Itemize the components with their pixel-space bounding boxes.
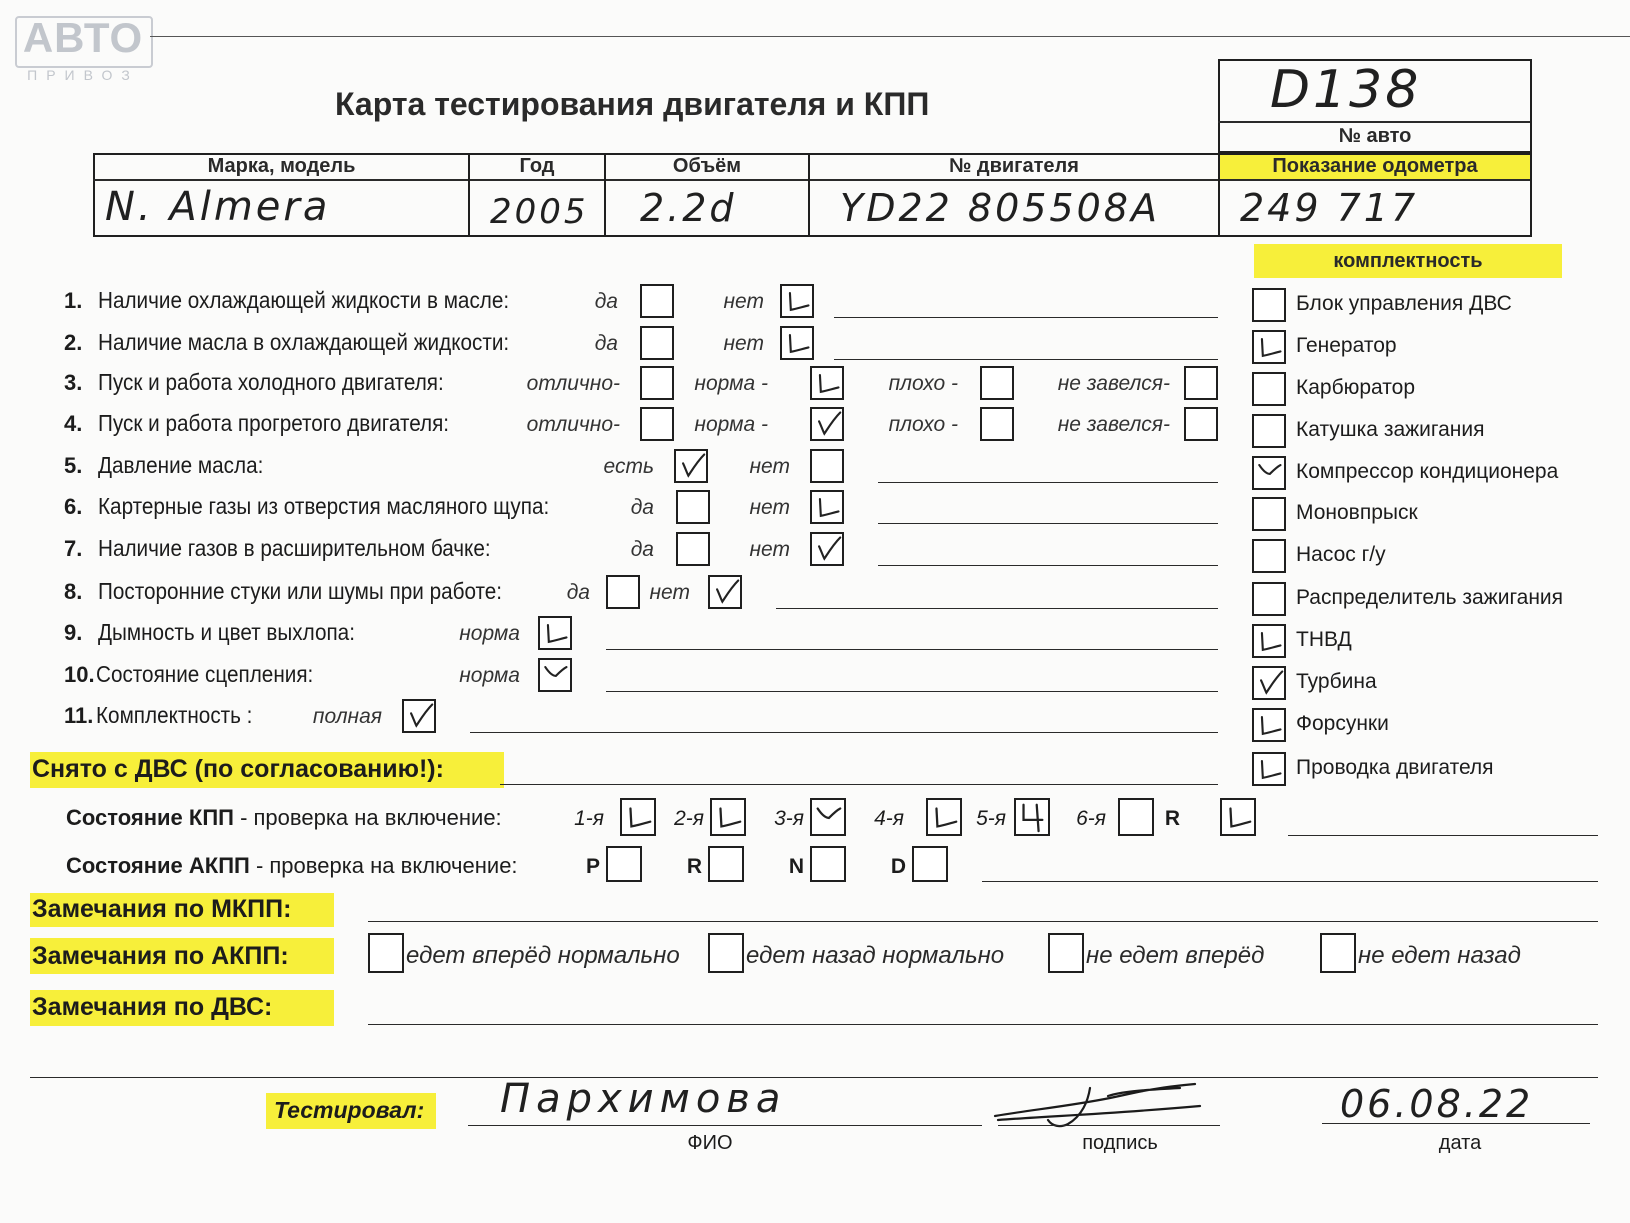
name-caption: ФИО	[687, 1132, 733, 1154]
answer-line[interactable]	[834, 317, 1218, 318]
akpp-mode-checkbox[interactable]	[708, 846, 744, 882]
answer-line[interactable]	[776, 608, 1218, 609]
gear-checkbox[interactable]	[710, 798, 746, 836]
option-label: нет	[749, 496, 790, 519]
question-checkbox[interactable]	[538, 658, 572, 692]
question-number: 9.	[64, 620, 83, 645]
mkpp-notes-line[interactable]	[368, 921, 1598, 922]
completeness-checkbox[interactable]	[1252, 456, 1286, 490]
answer-line[interactable]	[606, 649, 1218, 650]
completeness-item: Карбюратор	[1296, 376, 1416, 399]
gear-label: 1-я	[574, 807, 604, 830]
form-title: Карта тестирования двигателя и КПП	[335, 86, 930, 122]
car-number-divider	[1218, 121, 1530, 123]
logo-subtext: ПРИВОЗ	[27, 67, 139, 83]
completeness-item: Насос г/у	[1296, 543, 1386, 566]
question-number: 6.	[64, 494, 83, 519]
akpp-notes-label: Замечания по АКПП:	[32, 942, 289, 970]
completeness-item: Турбина	[1296, 670, 1377, 693]
answer-line[interactable]	[878, 482, 1218, 483]
completeness-item: Компрессор кондиционера	[1296, 460, 1559, 483]
drive-checkbox[interactable]	[1320, 933, 1356, 973]
kpp-label: Состояние КПП - проверка на включение:	[66, 805, 502, 830]
completeness-checkbox[interactable]	[1252, 708, 1286, 742]
answer-line[interactable]	[878, 565, 1218, 566]
gear-label: 5-я	[976, 807, 1006, 830]
odometer-label: Показание одометра	[1272, 155, 1478, 177]
option-label: норма	[459, 664, 520, 687]
gear-checkbox[interactable]	[1220, 798, 1256, 836]
question-checkbox[interactable]	[980, 366, 1014, 400]
gear-label: R	[1164, 807, 1180, 830]
option-label: норма -	[694, 413, 768, 436]
car-number-value[interactable]: D138	[1270, 60, 1422, 120]
removed-line[interactable]	[500, 784, 1218, 785]
option-label: нет	[723, 332, 764, 355]
question-text: Дымность и цвет выхлопа:	[98, 619, 355, 645]
option-label: да	[566, 581, 590, 604]
akpp-mode-checkbox[interactable]	[912, 846, 948, 882]
answer-line[interactable]	[606, 691, 1218, 692]
drive-option-label: не едет назад	[1358, 942, 1521, 969]
option-label: да	[630, 538, 654, 561]
option-label: отлично-	[526, 372, 620, 395]
tested-label: Тестировал:	[274, 1097, 425, 1123]
drive-checkbox[interactable]	[708, 933, 744, 973]
option-label: норма -	[694, 372, 768, 395]
question-number: 4.	[64, 411, 83, 436]
answer-line[interactable]	[470, 732, 1218, 733]
question-checkbox[interactable]	[402, 699, 436, 733]
tester-name-value[interactable]: Пархимова	[500, 1076, 787, 1122]
completeness-item: Проводка двигателя	[1296, 756, 1494, 779]
option-label: плохо -	[888, 413, 958, 436]
option-label: нет	[749, 538, 790, 561]
akpp-notes-line[interactable]	[982, 881, 1598, 882]
completeness-checkbox[interactable]	[1252, 752, 1286, 786]
question-checkbox[interactable]	[780, 284, 814, 318]
name-line	[468, 1125, 982, 1126]
question-number: 10.	[64, 662, 95, 687]
car-number-label: № авто	[1338, 125, 1412, 147]
question-checkbox[interactable]	[780, 326, 814, 360]
date-caption: дата	[1438, 1132, 1482, 1154]
completeness-checkbox[interactable]	[1252, 624, 1286, 658]
question-number: 5.	[64, 453, 83, 478]
option-label: да	[594, 332, 618, 355]
completeness-title: комплектность	[1333, 250, 1483, 272]
vehicle-table-divider	[93, 179, 1530, 181]
gear-label: 4-я	[874, 807, 904, 830]
removed-label: Снято с ДВС (по согласованию!):	[32, 755, 444, 783]
question-checkbox[interactable]	[810, 490, 844, 524]
dvs-notes-label: Замечания по ДВС:	[32, 993, 273, 1021]
answer-line[interactable]	[878, 523, 1218, 524]
year-value[interactable]: 2005	[490, 192, 589, 232]
gear-checkbox[interactable]	[810, 798, 846, 836]
akpp-mode-label: R	[686, 855, 702, 878]
year-label: Год	[519, 155, 555, 177]
kpp-notes-line[interactable]	[1288, 835, 1598, 836]
akpp-mode-label: P	[585, 855, 600, 878]
volume-label: Объём	[672, 155, 742, 177]
question-text: Комплектность :	[96, 702, 253, 728]
drive-checkbox[interactable]	[368, 933, 404, 973]
question-text: Картерные газы из отверстия масляного щупа:	[98, 493, 550, 519]
footer-divider	[30, 1077, 1598, 1078]
question-text: Состояние сцепления:	[96, 661, 314, 687]
completeness-checkbox[interactable]	[1252, 539, 1286, 573]
gear-label: 3-я	[774, 807, 804, 830]
option-label: отлично-	[526, 413, 620, 436]
answer-line[interactable]	[834, 359, 1218, 360]
engine-number-value[interactable]: YD22 805508A	[840, 186, 1160, 230]
date-value[interactable]: 06.08.22	[1340, 1082, 1534, 1126]
question-text: Наличие масла в охлаждающей жидкости:	[98, 329, 510, 355]
completeness-item: Моновпрыск	[1296, 501, 1418, 524]
question-text: Посторонние стуки или шумы при работе:	[98, 578, 503, 604]
question-checkbox[interactable]	[980, 407, 1014, 441]
option-label: не завелся-	[1057, 413, 1170, 436]
logo-text: АВТО	[22, 14, 144, 61]
completeness-item: ТНВД	[1296, 628, 1352, 651]
signature-mark[interactable]	[990, 1076, 1210, 1136]
option-label: норма	[459, 622, 520, 645]
option-label: да	[630, 496, 654, 519]
brand-value[interactable]: N. Almera	[105, 184, 331, 230]
option-label: есть	[603, 455, 654, 478]
question-number: 11.	[64, 703, 94, 728]
signature-caption: подпись	[1082, 1132, 1158, 1154]
option-label: нет	[749, 455, 790, 478]
gear-checkbox[interactable]	[1014, 798, 1050, 836]
option-label: нет	[723, 290, 764, 313]
question-number: 2.	[64, 330, 83, 355]
question-checkbox[interactable]	[538, 616, 572, 650]
question-checkbox[interactable]	[810, 532, 844, 566]
question-text: Давление масла:	[98, 452, 264, 478]
drive-option-label: не едет вперёд	[1086, 942, 1265, 969]
akpp-mode-label: D	[890, 855, 906, 878]
dvs-notes-line[interactable]	[368, 1024, 1598, 1025]
signature-line	[998, 1125, 1220, 1126]
drive-option-label: едет вперёд нормально	[406, 942, 680, 969]
drive-option-label: едет назад нормально	[746, 942, 1005, 969]
question-number: 1.	[64, 288, 83, 313]
completeness-checkbox[interactable]	[1252, 582, 1286, 616]
option-label: плохо -	[888, 372, 958, 395]
volume-value[interactable]: 2.2d	[640, 186, 737, 230]
option-label: да	[594, 290, 618, 313]
question-text: Пуск и работа холодного двигателя:	[98, 369, 444, 395]
question-number: 3.	[64, 370, 83, 395]
gear-label: 2-я	[674, 807, 704, 830]
completeness-checkbox[interactable]	[1252, 330, 1286, 364]
question-number: 7.	[64, 536, 83, 561]
option-label: нет	[649, 581, 690, 604]
completeness-item: Форсунки	[1296, 712, 1389, 735]
top-rule	[150, 36, 1630, 37]
question-text: Пуск и работа прогретого двигателя:	[98, 410, 450, 436]
question-text: Наличие газов в расширительном бачке:	[98, 535, 491, 561]
completeness-item: Распределитель зажигания	[1296, 586, 1564, 609]
completeness-checkbox[interactable]	[1252, 372, 1286, 406]
question-checkbox[interactable]	[1184, 366, 1218, 400]
akpp-label: Состояние АКПП - проверка на включение:	[66, 853, 518, 878]
completeness-checkbox[interactable]	[1252, 666, 1286, 700]
question-checkbox[interactable]	[1184, 407, 1218, 441]
akpp-mode-checkbox[interactable]	[606, 846, 642, 882]
engine-number-label: № двигателя	[949, 155, 1079, 177]
completeness-checkbox[interactable]	[1252, 414, 1286, 448]
gear-label: 6-я	[1076, 807, 1106, 830]
completeness-checkbox[interactable]	[1252, 497, 1286, 531]
question-checkbox[interactable]	[810, 449, 844, 483]
completeness-item: Блок управления ДВС	[1296, 292, 1512, 315]
option-label: не завелся-	[1057, 372, 1170, 395]
akpp-mode-checkbox[interactable]	[810, 846, 846, 882]
question-number: 8.	[64, 579, 83, 604]
drive-checkbox[interactable]	[1048, 933, 1084, 973]
completeness-item: Катушка зажигания	[1296, 418, 1485, 441]
completeness-item: Генератор	[1296, 334, 1397, 357]
mkpp-notes-label: Замечания по МКПП:	[32, 895, 292, 923]
odometer-value[interactable]: 249 717	[1240, 186, 1419, 230]
brand-label: Марка, модель	[207, 155, 356, 177]
akpp-mode-label: N	[788, 855, 804, 878]
date-line	[1322, 1123, 1590, 1124]
question-checkbox[interactable]	[708, 575, 742, 609]
completeness-checkbox[interactable]	[1252, 288, 1286, 322]
question-text: Наличие охлаждающей жидкости в масле:	[98, 287, 510, 313]
option-label: полная	[312, 705, 382, 728]
